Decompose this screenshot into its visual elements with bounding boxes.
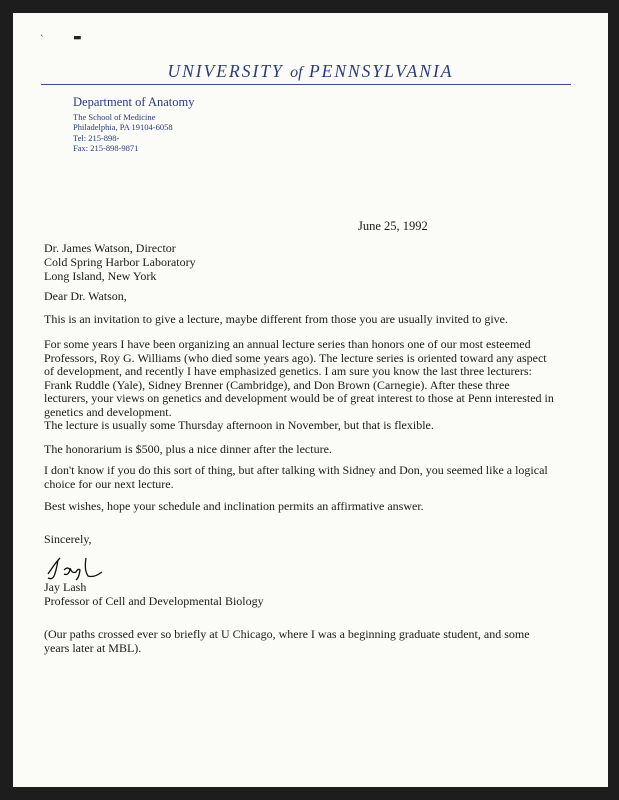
city-line: Philadelphia, PA 19104-6058: [73, 122, 173, 133]
fax-line: Fax: 215-898-9871: [73, 143, 139, 154]
signer-title: Professor of Cell and Developmental Biology: [44, 594, 264, 608]
paragraph-lecture-series: For some years I have been organizing an annual lecture series than honors one of our most esteemed Professors, Roy G. Williams (who died some years ago). The lecture series is oriented toward any aspect of development, and recently I have emphasized genetics. I am sure you know the last three lecturers: Frank Ruddle (Yale), Sidney Brenner (Cambridge), and Don Brown (Carnegie). After these three lecturers, your views on genetics and development would be of great interest to those at Penn interested in genetics and development.: [44, 337, 554, 419]
recipient-place: Long Island, New York: [44, 268, 157, 283]
recipient-org: Cold Spring Harbor Laboratory: [44, 254, 196, 269]
stray-mark: `: [40, 35, 45, 45]
university-name: [13, 61, 608, 82]
paragraph-invitation: This is an invitation to give a lecture, maybe different from those you are usually invited to give.: [44, 312, 508, 326]
paragraph-best-wishes: Best wishes, hope your schedule and inclination permits an affirmative answer.: [44, 499, 424, 513]
signer-name: Jay Lash: [44, 580, 87, 594]
closing: Sincerely,: [44, 532, 92, 546]
department-address: [73, 112, 173, 154]
letter-date: June 25, 1992: [358, 219, 428, 233]
tel-line: Tel: 215-898-: [73, 132, 120, 143]
letter-page: [13, 13, 608, 787]
stray-mark: ▬: [73, 33, 82, 43]
school-line: The School of Medicine: [73, 112, 156, 122]
header-rule: [41, 84, 571, 85]
paragraph-choice: I don't know if you do this sort of thing, but after talking with Sidney and Don, you seemed like a logical choice for our next lecture.: [44, 463, 548, 491]
postscript: (Our paths crossed ever so briefly at U Chicago, where I was a beginning graduate student, and some years later at MBL).: [44, 627, 530, 655]
university-name-of: of: [290, 64, 303, 81]
recipient-name: Dr. James Watson, Director: [44, 241, 176, 255]
paragraph-timing: The lecture is usually some Thursday afternoon in November, but that is flexible.: [44, 418, 434, 432]
university-name-part: PENNSYLVANIA: [308, 61, 454, 81]
paragraph-honorarium: The honorarium is $500, plus a nice dinner after the lecture.: [44, 442, 332, 456]
department-name: Department of Anatomy: [73, 95, 195, 109]
recipient-address: [44, 242, 196, 283]
salutation: Dear Dr. Watson,: [44, 289, 127, 303]
university-name-part: UNIVERSITY: [167, 61, 284, 81]
